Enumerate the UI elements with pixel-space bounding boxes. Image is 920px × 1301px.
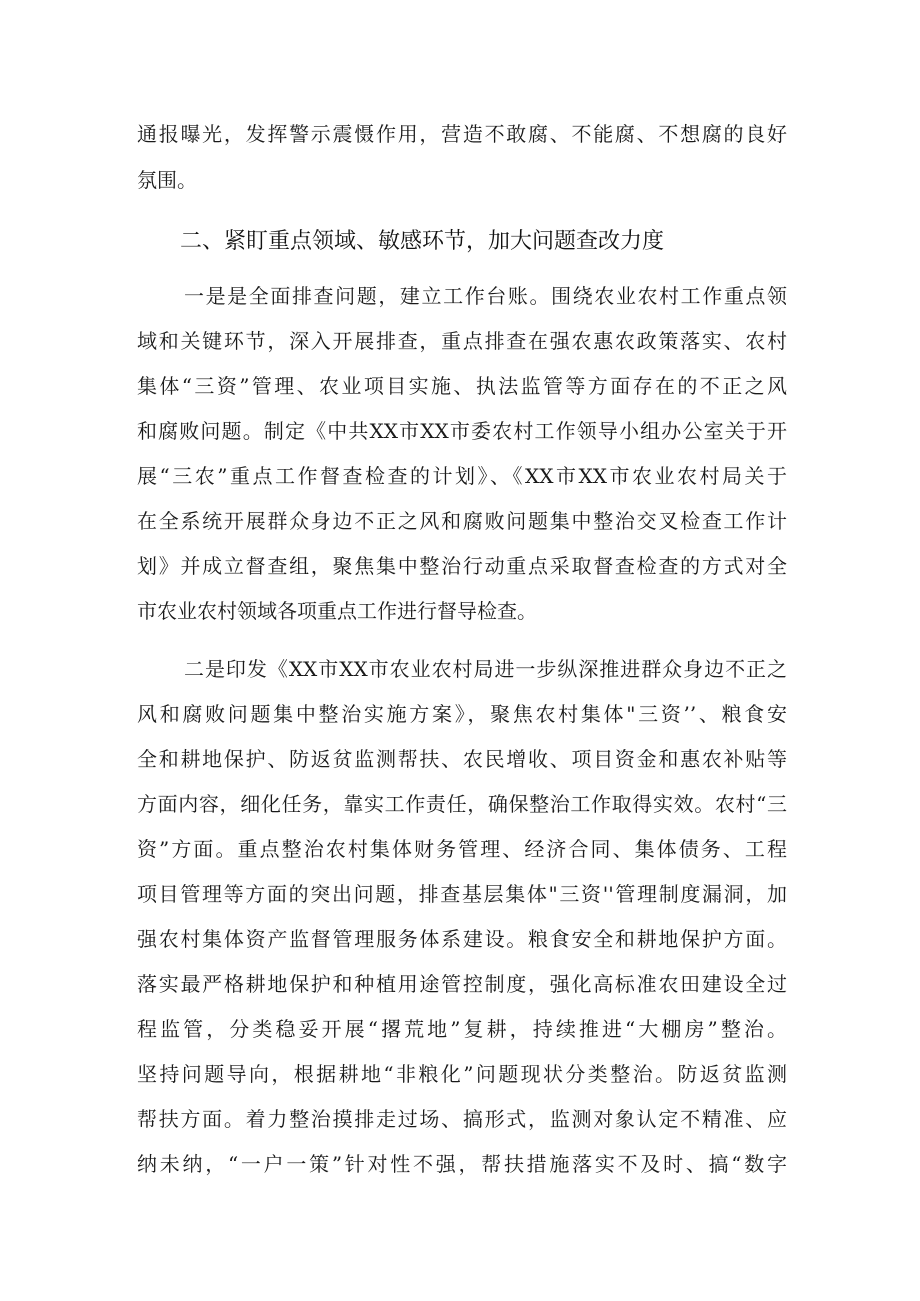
paragraph2-line-6: 项目管理等方面的突出问题，排查基层集体"三资''管理制度漏洞，加 xyxy=(137,882,787,906)
section-heading: 二、紧盯重点领域、敏感环节，加大问题查改力度 xyxy=(180,229,665,254)
paragraph2-line-9: 程监管，分类稳妥开展“撂荒地”复耕，持续推进“大棚房”整治。 xyxy=(137,1017,787,1041)
paragraph2-line-12: 纳未纳，“一户一策”针对性不强，帮扶措施落实不及时、搞“数字 xyxy=(137,1152,787,1176)
paragraph1-line-5: 展“三农”重点工作督查检查的计划》、《XX市XX市农业农村局关于 xyxy=(137,464,787,488)
paragraph2-line-11: 帮扶方面。着力整治摸排走过场、搞形式，监测对象认定不精准、应 xyxy=(137,1107,787,1131)
paragraph2-line-5: 资”方面。重点整治农村集体财务管理、经济合同、集体债务、工程 xyxy=(137,837,787,861)
paragraph2-line-2: 风和腐败问题集中整治实施方案》，聚焦农村集体"三资’’、粮食安 xyxy=(137,702,787,726)
paragraph2-line-8: 落实最严格耕地保护和种植用途管控制度，强化高标准农田建设全过 xyxy=(137,972,787,996)
paragraph1-line-6: 在全系统开展群众身边不正之风和腐败问题集中整治交叉检查工作计 xyxy=(137,509,787,533)
paragraph1-line-7: 划》并成立督查组，聚焦集中整治行动重点采取督查检查的方式对全 xyxy=(137,554,787,578)
intro-line-1: 通报曝光，发挥警示震慑作用，营造不敢腐、不能腐、不想腐的良好 xyxy=(137,122,787,146)
intro-line-2: 氛围。 xyxy=(137,168,197,192)
paragraph1-line-1: 一是是全面排查问题，建立工作台账。围绕农业农村工作重点领 xyxy=(184,284,787,308)
paragraph2-line-3: 全和耕地保护、防返贫监测帮扶、农民增收、项目资金和惠农补贴等 xyxy=(137,747,787,771)
paragraph2-line-1: 二是印发《XX市XX市农业农村局进一步纵深推进群众身边不正之 xyxy=(184,657,787,681)
paragraph1-line-8: 市农业农村领域各项重点工作进行督导检查。 xyxy=(137,599,537,623)
paragraph2-line-4: 方面内容，细化任务，靠实工作责任，确保整治工作取得实效。农村“三 xyxy=(137,792,787,816)
paragraph2-line-7: 强农村集体资产监督管理服务体系建设。粮食安全和耕地保护方面。 xyxy=(137,927,787,951)
paragraph1-line-3: 集体“三资”管理、农业项目实施、执法监管等方面存在的不正之风 xyxy=(137,374,787,398)
paragraph2-line-10: 坚持问题导向，根据耕地“非粮化”问题现状分类整治。防返贫监测 xyxy=(137,1062,787,1086)
paragraph1-line-4: 和腐败问题。制定《中共XX市XX市委农村工作领导小组办公室关于开 xyxy=(137,419,787,443)
paragraph1-line-2: 域和关键环节，深入开展排查，重点排查在强农惠农政策落实、农村 xyxy=(137,329,787,353)
